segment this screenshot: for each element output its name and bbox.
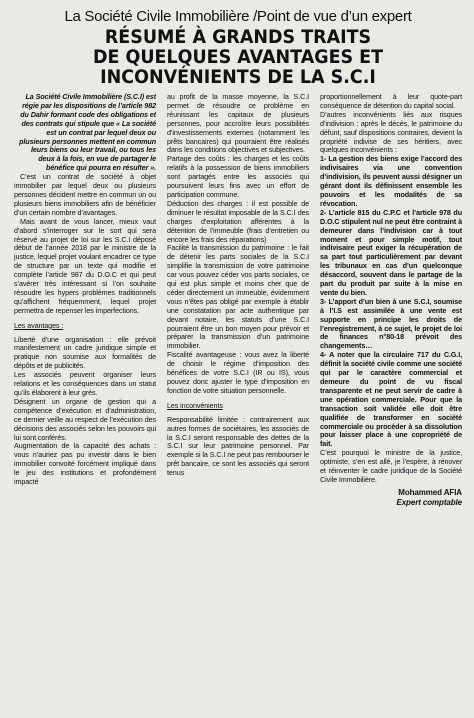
author-name: Mohammed AFIA [398, 487, 462, 497]
inconvenients-heading: Les inconvénients [167, 400, 223, 410]
article-page [14, 8, 462, 710]
paragraph: Augmentation de la capacité des achats : vous n’auriez pas pu investir dans le bien immobilier convoité forcément impliqué dans le jeu des institutions et profondément impacté [14, 441, 156, 487]
numbered-point-3: 3- L’apport d’un bien à une S.C.I, soumise à l’I.S est assimilée à une vente est supporte en principe les droits de l’enregistrement, à ce sujet, le projet de loi de finances n°80-18 prévoit des changements… [320, 296, 462, 351]
title-line-1: RÉSUMÉ À GRANDS TRAITS [104, 26, 372, 48]
paragraph: Les associés peuvent organiser leurs relations et les conséquences dans un statut qu’ils élaborent à leur grés. [14, 370, 156, 397]
paragraph: Facilité la transmission du patrimoine : le fait de détenir les parts sociales de la S.C.I simplifie la transmission de votre patrimoine car vous pouvez céder vos parts sociales, ce qui est plus simple et moins cher que de céder directement un immeuble, évidemment vous n’êtes pas obligé par exemple à établir une constatation par acte authentique par devant notaire, les statuts d’une S.C.I pourraient être un bon moyen pour prévoir et préparer la transmission d’un patrimoine immobilier. [167, 243, 309, 351]
title-line-3: INCONVÉNIENTS DE LA S.C.I [100, 66, 376, 88]
article-columns [14, 93, 462, 710]
column-3 [320, 93, 462, 710]
numbered-point-2: 2- L’article 815 du C.P.C et l’article 978 du D.O.C stipulent nul ne peut être contraint à demeurer dans l’indivision car à tout moment et pour simple motif, tout indivisaire peut exiger la récupération de sa part tout particulièrement par devant les tribunaux en cas d’un quelconque désaccord, souvent dans le partage de la part du produit par suite à la mise en vente du bien. [320, 207, 462, 297]
paragraph: C’est un contrat de société à objet immobilier par lequel deux ou plusieurs personnes décident mettre en commun un ou plusieurs biens immobiliers afin de bénéficier d’un certain nombre d’avantages. [14, 172, 156, 217]
title-line-2: DE QUELQUES AVANTAGES ET [92, 46, 384, 68]
paragraph: C’est pourquoi le ministre de la justice, optimiste, s’en est allé, je l’espère, à rénover et réinventer le cadre juridique de la Société Civile Immobilière. [320, 448, 462, 484]
article-title [32, 27, 444, 87]
paragraph: Fiscalité avantageuse : vous avez la liberté de choisir le régime d’imposition des bénéfices de votre S.C.I (IR ou IS), vous pouvez donc ajuster le type d’imposition en fonction de votre situation personnelle. [167, 350, 309, 395]
signature [320, 488, 462, 508]
column-2 [167, 93, 309, 710]
paragraph: Désignent un organe de gestion qui a compétence d’exécution et d’administration, ce dernier veille au respect de l’exécution des décisions des associés selon les pouvoirs qui lui sont conférés. [14, 396, 156, 442]
paragraph: D’autres inconvénients liés aux risques d’indivision : après le décès, le patrimoine du défunt, sauf dispositions contraires, devient la propriété indivise de ses héritiers, avec quelques inconvénients : [320, 109, 462, 155]
paragraph: Responsabilité limitée : contrairement aux autres formes de sociétaires, les associés de la S.C.I seront responsable des dettes de la S.C.I sur leur patrimoine personnel. Par exemple si la S.C.I ne peut pas rembourser le prêt bancaire, ce sont les associés qui seront tenus [167, 414, 309, 478]
paragraph: proportionnellement à leur quote-part conséquence de détention du capital social. [320, 93, 462, 110]
paragraph: Mais avant de vous lancer, mieux vaut d’abord s’interroger sur le sort qui sera réservé au projet de loi sur les S.C.I déposé début de l’année 2018 par le ministre de la justice, lequel projet voulant encadrer ce type de structure par un texte qui modifie et complète l’article 987 du D.O.C et qui peut s’avérer très intéressant si l’on souhaite résoudre les hypers problèmes traditionnels qu’affichent fréquemment, lequel projet permettra de repenser les imperfections. [14, 216, 156, 315]
paragraph: Déduction des charges : il est possible de diminuer le résultat imposable de la S.C.I des charges d’exploitation afférentes à la détention de l’immeuble (frais d’entretien ou encore les frais des réparations) [167, 198, 309, 244]
paragraph: Partage des coûts : les charges et les coûts relatifs à la possession de biens immobiliers sont partagés entre les associés qui poursuivent leurs fins avec un effort de participation commune. [167, 154, 309, 199]
intro-paragraph: La Société Civile Immobilière (S.C.I) est régie par les dispositions de l’article 982 du Dahir formant code des obligations et des contrats qui stipule que « La société est un contrat par lequel deux ou plusieurs personnes mettent en commun leurs biens ou leur travail, ou tous les deux à la fois, en vue de partager le bénéfice qui pourra en résulter ». [19, 93, 156, 173]
article-header: La Société Civile Immobilière /Point de vue d’un expert [64, 8, 412, 25]
paragraph: au profit de la masse moyenne, la S.C.I permet de résoudre ce problème en réunissant les capitaux de plusieurs personnes, pour accroître leurs possibilités d’investissements externes (notamment les prêts bancaires) qui pourraient être réalisés dans les conditions objectives et subjectives. [167, 93, 309, 155]
column-1 [14, 93, 156, 710]
numbered-point-1: 1- La gestion des biens exige l’accord des indivisaires via une convention d’indivision, ils peuvent aussi désigner un gérant dont ils définissent ensemble les pouvoirs et les modalités de sa révocation. [320, 154, 462, 208]
author-role: Expert comptable [396, 497, 462, 507]
advantages-heading: Les avantages : [14, 320, 64, 330]
paragraph: Liberté d’une organisation : elle prévoit manifestement un cadre juridique simple et pratique non soumise aux formalités de dépôts et de publicités. [14, 334, 156, 371]
numbered-point-4: 4- A noter que la circulaire 717 du C.G.I, définit la société civile comme une société qui par le caractère commercial et demeure du point de vu fiscal transparente et ne peut servir de cadre à une opération commerciale. Pour que la transaction soit validée elle doit être qualifiée de transformer en société commerciale ou procéder à sa dissolution pour laisser place à une copropriété de fait. [320, 350, 462, 449]
